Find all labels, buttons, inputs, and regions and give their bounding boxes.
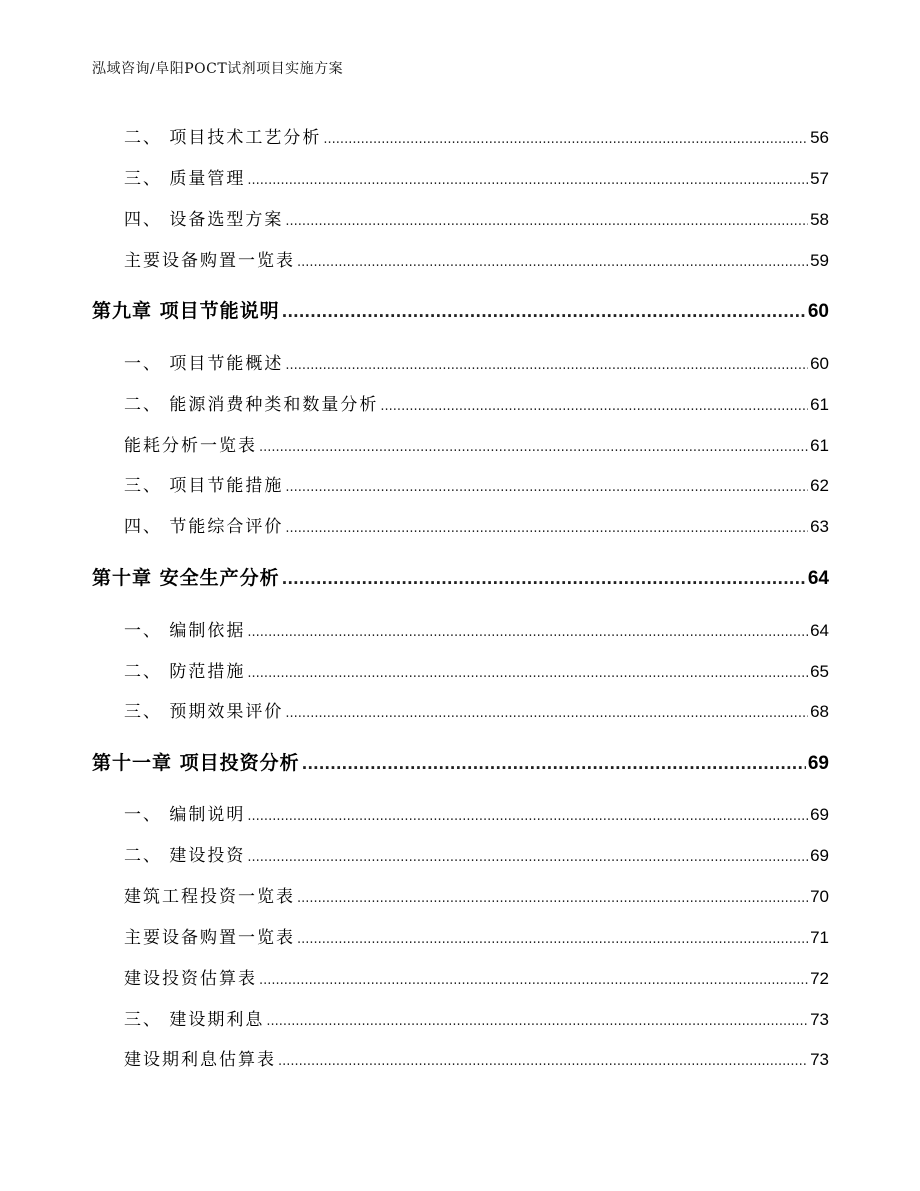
toc-entry[interactable]	[124, 882, 829, 907]
toc-chapter-title: 第十章 安全生产分析	[92, 567, 280, 589]
toc-entry-title: 主要设备购置一览表	[124, 251, 295, 271]
toc-entry-page: 73	[810, 1010, 829, 1029]
toc-entry-page: 57	[810, 169, 829, 188]
toc-entry-page: 60	[810, 354, 829, 373]
toc-entry[interactable]	[124, 349, 829, 374]
toc-chapter-title: 第九章 项目节能说明	[92, 300, 280, 322]
toc-entry[interactable]	[124, 431, 829, 456]
toc-entry-page: 65	[810, 662, 829, 681]
toc-chapter-entry[interactable]	[92, 563, 829, 590]
dot-leader	[297, 891, 808, 906]
toc-entry[interactable]	[124, 841, 829, 866]
toc-entry[interactable]	[124, 1005, 829, 1030]
dot-leader	[285, 480, 808, 495]
dot-leader	[297, 255, 808, 270]
toc-chapter-entry[interactable]	[92, 748, 829, 775]
dot-leader	[282, 303, 806, 321]
toc-entry-page: 61	[810, 436, 829, 455]
toc-entry[interactable]	[124, 1045, 829, 1070]
toc-entry-title: 二、 能源消费种类和数量分析	[124, 395, 379, 415]
page-header: 泓域咨询/阜阳POCT试剂项目实施方案	[92, 61, 344, 77]
toc-entry[interactable]	[124, 657, 829, 682]
toc-entry-page: 73	[810, 1050, 829, 1069]
dot-leader	[247, 625, 808, 640]
toc-entry[interactable]	[124, 246, 829, 271]
toc-entry[interactable]	[124, 616, 829, 641]
toc-entry-page: 59	[810, 251, 829, 270]
toc-entry-title: 四、 节能综合评价	[124, 517, 284, 537]
toc-entry-page: 58	[810, 210, 829, 229]
toc-chapter-page: 69	[807, 753, 829, 774]
toc-entry-title: 能耗分析一览表	[124, 436, 257, 456]
toc-entry-title: 一、 编制依据	[124, 621, 246, 641]
toc-entry-title: 一、 项目节能概述	[124, 354, 284, 374]
toc-entry[interactable]	[124, 512, 829, 537]
toc-entry-title: 主要设备购置一览表	[124, 928, 295, 948]
dot-leader	[297, 932, 808, 947]
dot-leader	[247, 809, 808, 824]
toc-entry-page: 61	[810, 395, 829, 414]
toc-entry[interactable]	[124, 205, 829, 230]
toc-entry-title: 二、 项目技术工艺分析	[124, 128, 322, 148]
dot-leader	[285, 358, 808, 373]
dot-leader	[259, 973, 808, 988]
toc-entry-page: 62	[810, 476, 829, 495]
dot-leader	[266, 1014, 808, 1029]
toc-chapter-title: 第十一章 项目投资分析	[92, 752, 300, 774]
toc-entry-title: 建设投资估算表	[124, 969, 257, 989]
toc-entry-title: 二、 防范措施	[124, 662, 246, 682]
toc-entry[interactable]	[124, 697, 829, 722]
toc-entry-title: 二、 建设投资	[124, 846, 246, 866]
toc-entry-page: 68	[810, 702, 829, 721]
toc-entry-title: 四、 设备选型方案	[124, 210, 284, 230]
toc-entry[interactable]	[124, 800, 829, 825]
dot-leader	[282, 570, 806, 588]
dot-leader	[302, 755, 806, 773]
toc-entry-page: 69	[810, 846, 829, 865]
toc-entry[interactable]	[124, 471, 829, 496]
toc-entry-page: 72	[810, 969, 829, 988]
dot-leader	[380, 399, 808, 414]
toc-entry-page: 70	[810, 887, 829, 906]
toc-entry-page: 64	[810, 621, 829, 640]
dot-leader	[285, 706, 808, 721]
dot-leader	[247, 850, 808, 865]
toc-entry-page: 56	[810, 128, 829, 147]
dot-leader	[285, 521, 808, 536]
toc-entry-title: 一、 编制说明	[124, 805, 246, 825]
dot-leader	[278, 1054, 808, 1069]
toc-entry-page: 71	[810, 928, 829, 947]
toc-entry[interactable]	[124, 164, 829, 189]
dot-leader	[247, 173, 808, 188]
toc-chapter-page: 64	[807, 568, 829, 589]
toc-chapter-entry[interactable]	[92, 296, 829, 323]
toc-entry-title: 建设期利息估算表	[124, 1050, 276, 1070]
toc-entry-title: 三、 质量管理	[124, 169, 246, 189]
toc-entry-title: 三、 预期效果评价	[124, 702, 284, 722]
toc-entry-title: 三、 建设期利息	[124, 1010, 265, 1030]
toc-entry-title: 建筑工程投资一览表	[124, 887, 295, 907]
toc-entry[interactable]	[124, 964, 829, 989]
dot-leader	[323, 132, 808, 147]
toc-chapter-page: 60	[807, 301, 829, 322]
toc-entry-title: 三、 项目节能措施	[124, 476, 284, 496]
dot-leader	[285, 214, 808, 229]
dot-leader	[247, 666, 808, 681]
toc-entry-page: 63	[810, 517, 829, 536]
toc-entry[interactable]	[124, 390, 829, 415]
dot-leader	[259, 440, 808, 455]
toc-entry[interactable]	[124, 923, 829, 948]
toc-entry[interactable]	[124, 123, 829, 148]
toc-entry-page: 69	[810, 805, 829, 824]
